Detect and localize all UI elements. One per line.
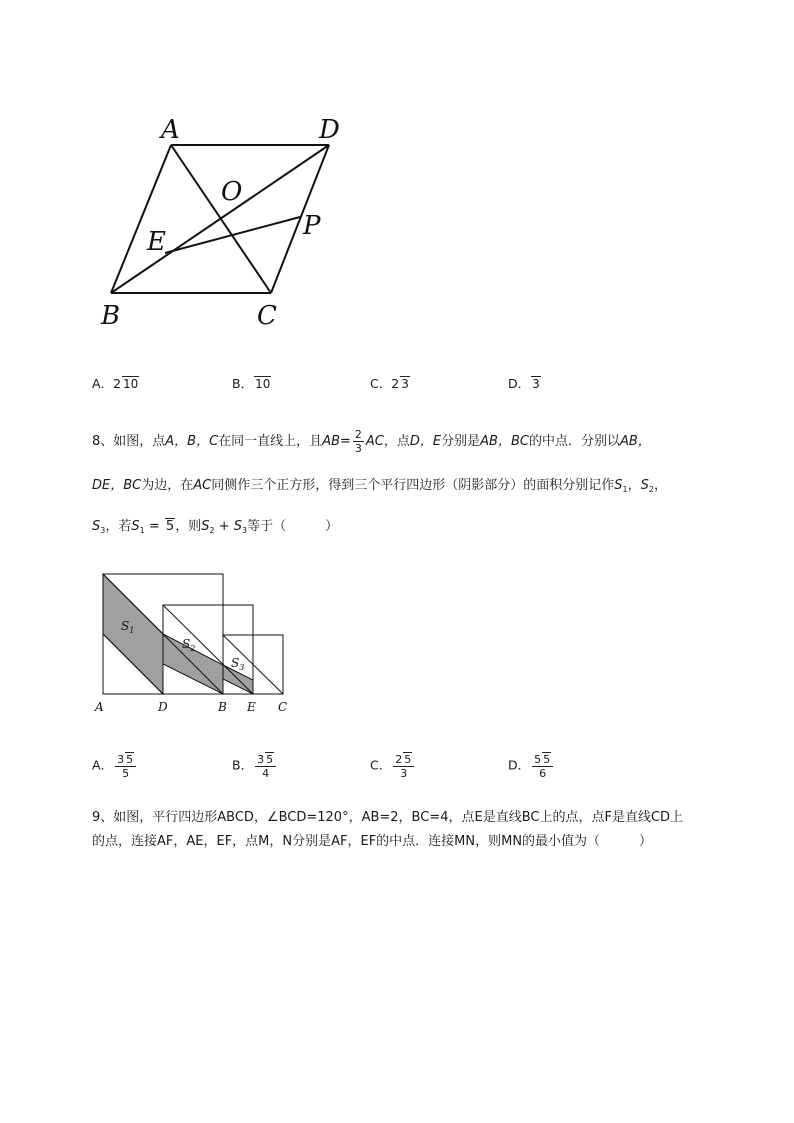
q7-option-a[interactable]: A．2 10 <box>92 376 139 391</box>
axis-label-D: D <box>158 700 168 714</box>
segment-AB <box>111 145 171 293</box>
label-E: E <box>147 227 166 257</box>
label-S1: $S_1$ <box>121 619 135 635</box>
label-D: D <box>319 115 340 145</box>
axis-label-A: A <box>95 700 104 714</box>
axis-label-E: E <box>247 700 256 714</box>
fraction-two-thirds: $\frac{2}{3}$ <box>354 428 362 455</box>
q8-option-d[interactable]: D． $\frac{5 5}{6}$ <box>508 752 555 780</box>
parallelogram-figure <box>95 110 355 335</box>
label-S3: $S_3$ <box>231 656 245 672</box>
label-C: C <box>257 301 277 331</box>
label-P: P <box>303 211 321 241</box>
q9-line-1: 9、如图，平行四边形ABCD，∠BCD=120°，AB=2，BC=4，点E是直线BC上的点，点F是直线CD上 <box>92 810 684 825</box>
q8-option-b[interactable]: B． $\frac{3 5}{4}$ <box>232 752 278 780</box>
label-O: O <box>221 177 243 207</box>
squares-figure <box>90 568 300 716</box>
q7-option-c[interactable]: C．2 3 <box>370 376 409 391</box>
segment-EP <box>165 217 300 253</box>
axis-label-B: B <box>218 700 227 714</box>
q8-line-3: $S_3$，若$S_1 = 5$，则$S_2 + S_3$等于（ ） <box>92 519 339 535</box>
q8-option-a[interactable]: A． $\frac{3 5}{5}$ <box>92 752 138 780</box>
q7-option-b[interactable]: B． 10 <box>232 376 271 391</box>
q9-line-2: 的点，连接AF，AE，EF，点M，N分别是AF，EF的中点．连接MN，则MN的最小值为（ ） <box>92 834 653 849</box>
label-A: A <box>161 115 180 145</box>
q8-line-2: DE，BC为边，在AC同侧作三个正方形，得到三个平行四边形（阴影部分）的面积分别记作$S_1$，$S_2$， <box>92 478 667 494</box>
q8-option-c[interactable]: C． $\frac{2 5}{3}$ <box>370 752 416 780</box>
label-S2: $S_2$ <box>182 637 196 653</box>
label-B: B <box>101 301 121 331</box>
q8-line-1: 8、如图，点A，B，C在同一直线上，且AB= $\frac{2}{3}$ AC，点D，E分别是AB，BC的中点．分别以AB， <box>92 428 651 455</box>
axis-label-C: C <box>278 700 288 714</box>
q7-option-d[interactable]: D． 3 <box>508 376 540 391</box>
